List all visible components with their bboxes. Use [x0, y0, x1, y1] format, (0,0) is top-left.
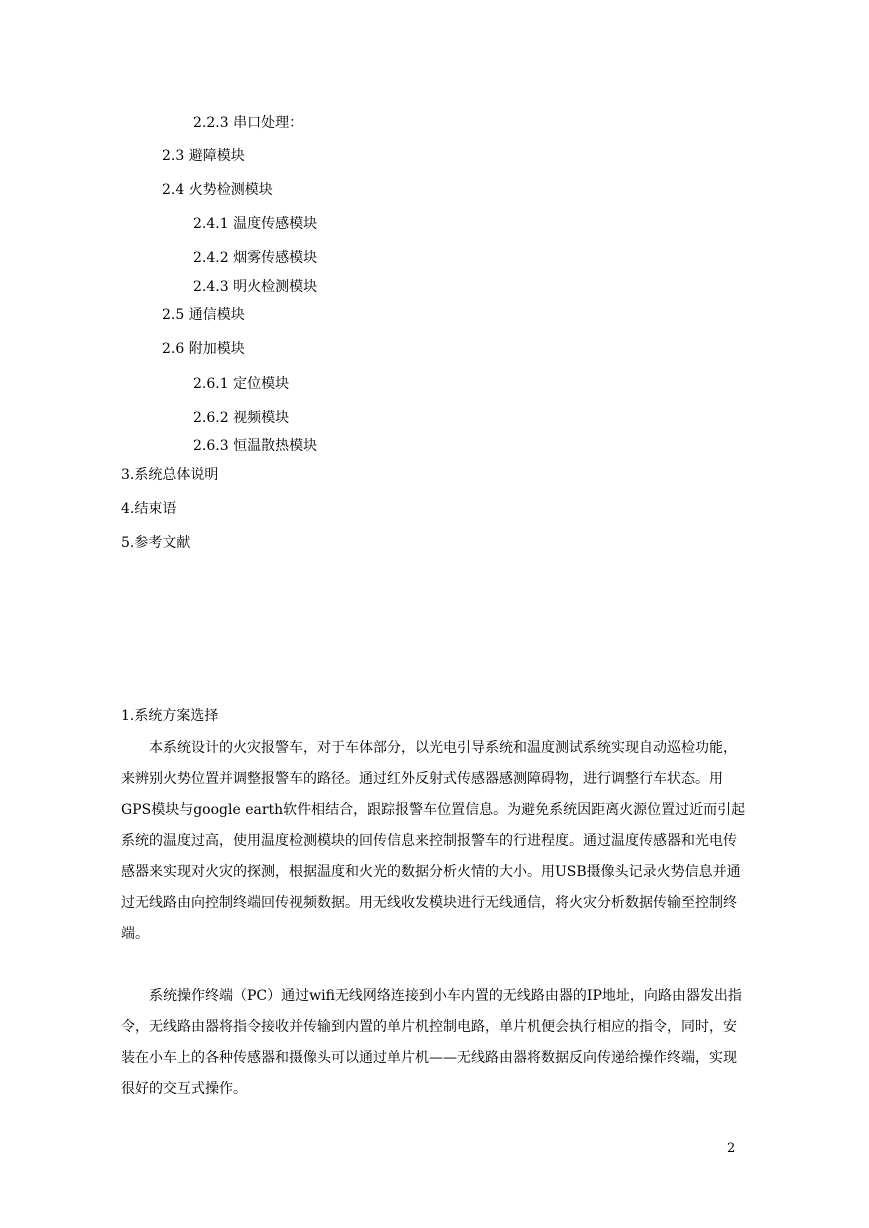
toc-entry-2-2-3: 2.2.3 串口处理：	[193, 115, 304, 131]
toc-entry-2-4-1: 2.4.1 温度传感模块	[193, 216, 318, 232]
toc-entry-2-6-3: 2.6.3 恒温散热模块	[193, 438, 318, 454]
toc-entry-2-6-1: 2.6.1 定位模块	[193, 376, 290, 392]
section-heading: 1.系统方案选择	[121, 708, 219, 724]
toc-entry-2-6: 2.6 附加模块	[162, 341, 245, 357]
toc-entry-3: 3.系统总体说明	[121, 467, 219, 483]
body-paragraph: 本系统设计的火灾报警车，对于车体部分，以光电引导系统和温度测试系统实现自动巡检功能，来辨别火势位置并调整报警车的路径。通过红外反射式传感器感测障碍物，进行调整行车状态。用GPS模块与google earth软件相结合，跟踪报警车位置信息。为避免系统因距离火源位置过近而引起系统的温度过高，使用温度检测模块的回传信息来控制报警车的行进程度。通过温度传感器和光电传感器来实现对火灾的探测，根据温度和火光的数据分析火情的大小。用USB摄像头记录火势信息并通过无线路由向控制终端回传视频数据。用无线收发模块进行无线通信，将火灾分析数据传输至控制终端。	[121, 740, 746, 942]
toc-entry-2-3: 2.3 避障模块	[162, 148, 245, 164]
toc-entry-2-6-2: 2.6.2 视频模块	[193, 410, 290, 426]
toc-entry-2-4-2: 2.4.2 烟雾传感模块	[193, 250, 318, 266]
toc-entry-2-4-3: 2.4.3 明火检测模块	[193, 279, 318, 295]
toc-entry-5: 5.参考文献	[121, 535, 191, 551]
toc-entry-2-4: 2.4 火势检测模块	[162, 182, 273, 198]
toc-entry-2-5: 2.5 通信模块	[162, 307, 245, 323]
toc-entry-4: 4.结束语	[121, 501, 177, 517]
body-paragraph: 系统操作终端（PC）通过wifi无线网络连接到小车内置的无线路由器的IP地址，向路由器发出指令，无线路由器将指令接收并传输到内置的单片机控制电路，单片机便会执行相应的指令，同时，安装在小车上的各种传感器和摄像头可以通过单片机——无线路由器将数据反向传递给操作终端，实现很好的交互式操作。	[121, 988, 742, 1097]
page-number: 2	[727, 1141, 736, 1156]
